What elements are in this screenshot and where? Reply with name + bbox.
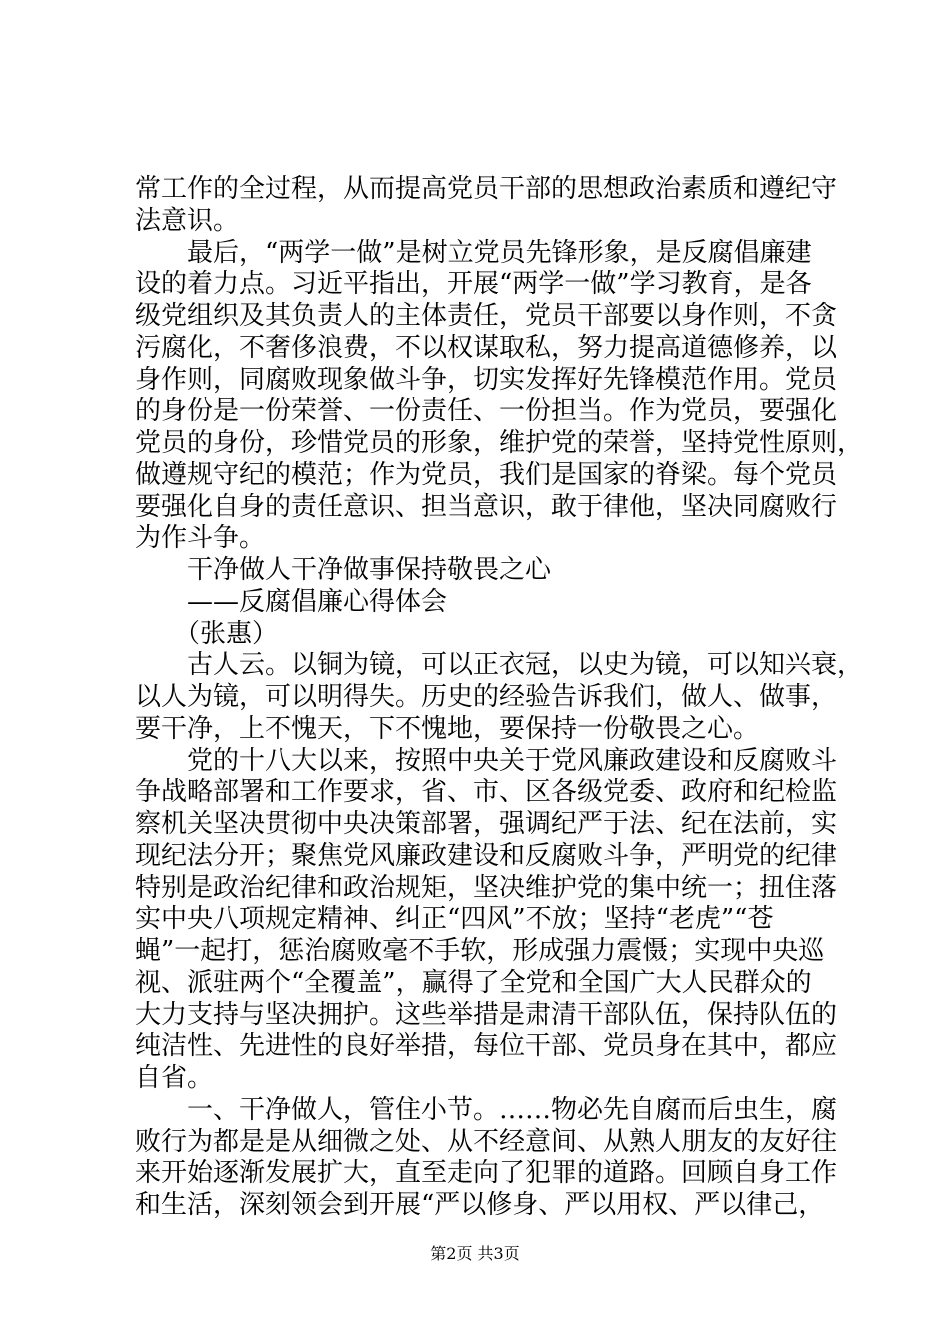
text-line: 争战略部署和工作要求，省、市、区各级党委、政府和纪检监 bbox=[135, 777, 838, 807]
text-line: 自省。 bbox=[135, 1063, 214, 1093]
text-line: 要强化自身的责任意识、担当意识，敢于律他，坚决同腐败行 bbox=[135, 492, 838, 522]
text-line: 古人云。以铜为镜，可以正衣冠，以史为镜，可以知兴衰， bbox=[135, 650, 864, 680]
text-line: 最后，“两学一做”是树立党员先锋形象，是反腐倡廉建 bbox=[135, 238, 812, 268]
section-subtitle: ——反腐倡廉心得体会 bbox=[135, 587, 448, 617]
text-line: 为作斗争。 bbox=[135, 523, 266, 553]
text-line: 一、干净做人，管住小节。……物必先自腐而后虫生，腐 bbox=[135, 1095, 838, 1125]
text-line: 视、派驻两个“全覆盖”，赢得了全党和全国广大人民群众的 bbox=[135, 968, 812, 998]
author-line: （张惠） bbox=[135, 619, 279, 649]
text-line: 常工作的全过程，从而提高党员干部的思想政治素质和遵纪守 bbox=[135, 174, 838, 204]
text-line: 做遵规守纪的模范；作为党员，我们是国家的脊梁。每个党员 bbox=[135, 460, 838, 490]
text-line: 特别是政治纪律和政治规矩，坚决维护党的集中统一；扭住落 bbox=[135, 873, 838, 903]
text-line: 实中央八项规定精神、纠正“四风”不放；坚持“老虎”“苍 bbox=[135, 904, 774, 934]
section-title: 干净做人干净做事保持敬畏之心 bbox=[135, 555, 552, 585]
text-line: 以人为镜，可以明得失。历史的经验告诉我们，做人、做事， bbox=[135, 682, 838, 712]
text-line: 察机关坚决贯彻中央决策部署，强调纪严于法、纪在法前，实 bbox=[135, 809, 838, 839]
text-line: 法意识。 bbox=[135, 206, 240, 236]
text-line: 设的着力点。习近平指出，开展“两学一做”学习教育，是各 bbox=[135, 269, 812, 299]
text-line: 败行为都是是从细微之处、从不经意间、从熟人朋友的友好往 bbox=[135, 1127, 838, 1157]
text-line: 纯洁性、先进性的良好举措，每位干部、党员身在其中，都应 bbox=[135, 1031, 838, 1061]
text-line: 和生活，深刻领会到开展“严以修身、严以用权、严以律己， bbox=[135, 1190, 825, 1220]
text-line: 现纪法分开；聚焦党风廉政建设和反腐败斗争，严明党的纪律 bbox=[135, 841, 838, 871]
page-footer: 第2页 共3页 bbox=[430, 1244, 520, 1263]
text-line: 的身份是一份荣誉、一份责任、一份担当。作为党员，要强化 bbox=[135, 396, 838, 426]
text-line: 身作则，同腐败现象做斗争，切实发挥好先锋模范作用。党员 bbox=[135, 365, 838, 395]
text-line: 级党组织及其负责人的主体责任，党员干部要以身作则，不贪 bbox=[135, 301, 838, 331]
text-line: 要干净，上不愧天，下不愧地，要保持一份敬畏之心。 bbox=[135, 714, 760, 744]
text-line: 党员的身份，珍惜党员的形象，维护党的荣誉，坚持党性原则， bbox=[135, 428, 864, 458]
text-line: 党的十八大以来，按照中央关于党风廉政建设和反腐败斗 bbox=[135, 746, 838, 776]
text-line: 大力支持与坚决拥护。这些举措是肃清干部队伍，保持队伍的 bbox=[135, 1000, 838, 1030]
text-line: 污腐化，不奢侈浪费，不以权谋取私，努力提高道德修养，以 bbox=[135, 333, 838, 363]
text-line: 来开始逐渐发展扩大，直至走向了犯罪的道路。回顾自身工作 bbox=[135, 1158, 838, 1188]
text-line: 蝇”一起打，惩治腐败毫不手软，形成强力震慑；实现中央巡 bbox=[135, 936, 825, 966]
